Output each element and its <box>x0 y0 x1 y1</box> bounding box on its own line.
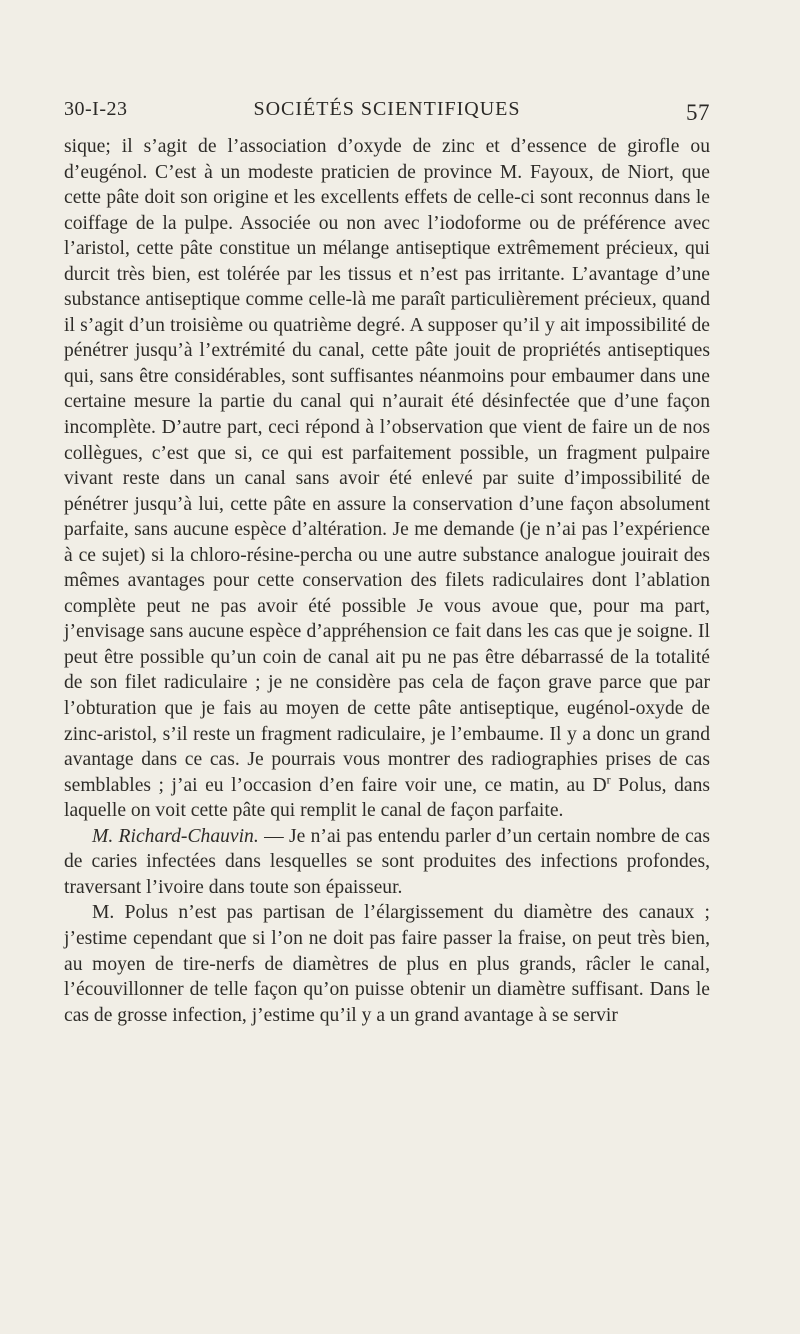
doctor-abbrev-superscript: r <box>606 772 611 787</box>
header-date: 30-I-23 <box>64 98 128 120</box>
paragraph-2 <box>64 824 710 901</box>
speaker-name: M. Richard-Chauvin. <box>92 825 259 847</box>
paragraph-1 <box>64 134 710 824</box>
paragraph-2-text: — Je n’ai pas entendu parler d’un certain nombre de cas de caries infectées dans lesquelles se sont produites des infections profondes, traversant l’ivoire dans toute son épaisseur. <box>64 825 711 898</box>
paragraph-1-text: sique; il s’agit de l’association d’oxyde de zinc et d’essence de girofle ou d’eugénol. C’est à un modeste praticien de province M. Fayoux, de Niort, que cette pâte doit son origine et les excellents effets de celle-ci sont reconnus dans le coiffage de la pulpe. Associée ou non avec l’iodoforme ou de préférence avec l’aristol, cette pâte constitue un mélange antiseptique extrêmement précieux, qui durcit très bien, est tolérée par les tissus et n’est pas irritante. L’avantage d’une substance antiseptique comme celle-là me paraît particulièrement précieux, quand il s’agit d’un troisième ou quatrième degré. A supposer qu’il y ait impossibilité de pénétrer jusqu’à l’extrémité du canal, cette pâte jouit de propriétés antiseptiques qui, sans être considérables, sont suffisantes néanmoins pour embaumer dans une certaine mesure la partie du canal qui n’aurait été désinfectée que d’une façon incomplète. D’autre part, ceci répond à l’observation que vient de faire un de nos collègues, c’est que si, ce qui est parfaitement possible, un fragment pulpaire vivant reste dans un canal sans avoir été enlevé par suite d’impossibilité de pénétrer jusqu’à lui, cette pâte en assure la conservation d’une façon absolument parfaite, sans aucune espèce d’altération. Je me demande (je n’ai pas l’expérience à ce sujet) si la chloro-résine-percha ou une autre substance analogue jouirait des mêmes avantages pour cette conservation des filets radiculaires dont l’ablation complète peut ne pas avoir été possible Je vous avoue que, pour ma part, j’envisage sans aucune espèce d’appréhension ce fait dans les cas que je soigne. Il peut être possible qu’un coin de canal ait pu ne pas être débarrassé de la totalité de son filet radiculaire ; je ne considère pas cela de façon grave parce que par l’obturation que je fais au moyen de cette pâte antiseptique, eugénol-oxyde de zinc-aristol, s’il reste un fragment radiculaire, je l’embaume. Il y a donc un grand avantage dans ce cas. Je pourrais vous montrer des radiographies prises de cas semblables ; j’ai eu l’occasion d’en faire voir une, ce matin, au D <box>64 136 710 796</box>
body-text <box>64 134 710 1028</box>
paragraph-1-text-end: Polus, dans laquelle on voit cette pâte qui remplit le canal de façon parfaite. <box>64 774 710 822</box>
page-number: 57 <box>686 100 710 125</box>
paragraph-3: M. Polus n’est pas partisan de l’élargissement du diamètre des canaux ; j’estime cependant que si l’on ne doit pas faire passer la fraise, on peut très bien, au moyen de tire-nerfs de diamètres de plus en plus grands, râcler le canal, l’écouvillonner de telle façon qu’on puisse obtenir un diamètre suffisant. Dans le cas de grosse infection, j’estime qu’il y a un grand avantage à se servir <box>64 902 710 1026</box>
header-title: SOCIÉTÉS SCIENTIFIQUES <box>253 98 521 120</box>
running-header <box>64 98 710 128</box>
